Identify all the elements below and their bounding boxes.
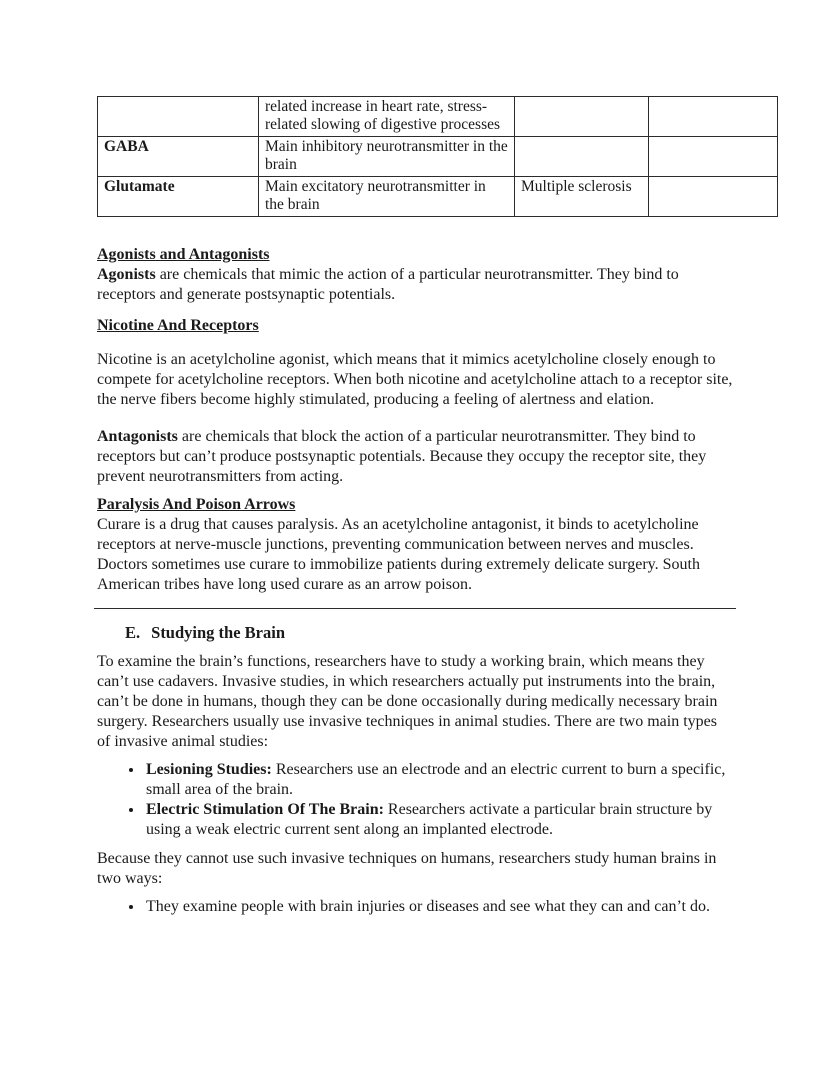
paragraph-antagonists	[97, 427, 733, 487]
human-studies-list	[97, 897, 733, 917]
list-item-brain-injuries	[144, 897, 733, 917]
paragraph-antagonists-lead: Antagonists	[97, 428, 178, 445]
heading-agonists-and-antagonists: Agonists and Antagonists	[97, 246, 270, 263]
table-cell-function: Main excitatory neurotransmitter in the brain	[259, 177, 515, 217]
list-item-lesioning	[144, 760, 733, 800]
table-cell-extra	[649, 97, 778, 137]
paragraph-agonists	[97, 265, 733, 305]
paragraph-nicotine: Nicotine is an acetylcholine agonist, which means that it mimics acetylcholine closely enough to compete for acetylcholine receptors. When both nicotine and acetylcholine attach to a receptor site, the nerve fibers become highly stimulated, producing a feeling of alertness and elation.	[97, 351, 733, 408]
list-item-stimulation-lead: Electric Stimulation Of The Brain:	[146, 801, 384, 818]
list-item-brain-injuries-text: They examine people with brain injuries or diseases and see what they can and can’t do.	[146, 898, 710, 915]
table-cell-function: Main inhibitory neurotransmitter in the brain	[259, 137, 515, 177]
heading-studying-the-brain	[125, 623, 733, 643]
section-title: Studying the Brain	[151, 623, 286, 642]
list-item-lesioning-rest: Researchers use an electrode and an electric current to burn a specific, small area of the brain.	[146, 761, 726, 798]
table-cell-disorder	[515, 97, 649, 137]
paragraph-because: Because they cannot use such invasive techniques on humans, researchers study human brains in two ways:	[97, 850, 717, 887]
table-cell-name	[98, 97, 259, 137]
table-cell-disorder: Multiple sclerosis	[515, 177, 649, 217]
table-cell-function: related increase in heart rate, stress-related slowing of digestive processes	[259, 97, 515, 137]
heading-nicotine-and-receptors: Nicotine And Receptors	[97, 317, 259, 334]
table-cell-extra	[649, 177, 778, 217]
paragraph-curare: Curare is a drug that causes paralysis. As an acetylcholine antagonist, it binds to acetylcholine receptors at nerve-muscle junctions, preventing communication between nerves and muscles. Doctors sometimes use curare to immobilize patients during extremely delicate surgery. South American tribes have long used curare as an arrow poison.	[97, 516, 700, 593]
paragraph-agonists-lead: Agonists	[97, 266, 156, 283]
list-item-stimulation-rest: Researchers activate a particular brain structure by using a weak electric current sent along an implanted electrode.	[146, 801, 713, 838]
paragraph-antagonists-rest: are chemicals that block the action of a particular neurotransmitter. They bind to receptors but can’t produce postsynaptic potentials. Because they occupy the receptor site, they prevent neurotransmitters from acting.	[97, 428, 707, 485]
paragraph-agonists-rest: are chemicals that mimic the action of a particular neurotransmitter. They bind to receptors and generate postsynaptic potentials.	[97, 266, 679, 303]
table-row	[98, 97, 778, 137]
list-item-stimulation	[144, 800, 733, 840]
section-divider	[94, 608, 736, 609]
table-cell-name: GABA	[98, 137, 259, 177]
table-cell-name: Glutamate	[98, 177, 259, 217]
list-item-lesioning-lead: Lesioning Studies:	[146, 761, 272, 778]
table-row	[98, 177, 778, 217]
page-content	[97, 0, 733, 917]
table-row	[98, 137, 778, 177]
neurotransmitter-table	[97, 96, 778, 217]
heading-paralysis-and-poison-arrows: Paralysis And Poison Arrows	[97, 496, 296, 513]
invasive-studies-list	[97, 760, 733, 840]
table-cell-disorder	[515, 137, 649, 177]
table-cell-extra	[649, 137, 778, 177]
paragraph-studying: To examine the brain’s functions, researchers have to study a working brain, which means they can’t use cadavers. Invasive studies, in which researchers actually put instruments into the brain, can’t be done in humans, though they can be done occasionally during medically necessary brain surgery. Researchers usually use invasive techniques in animal studies. There are two main types of invasive animal studies:	[97, 653, 718, 750]
section-letter: E.	[125, 623, 141, 642]
